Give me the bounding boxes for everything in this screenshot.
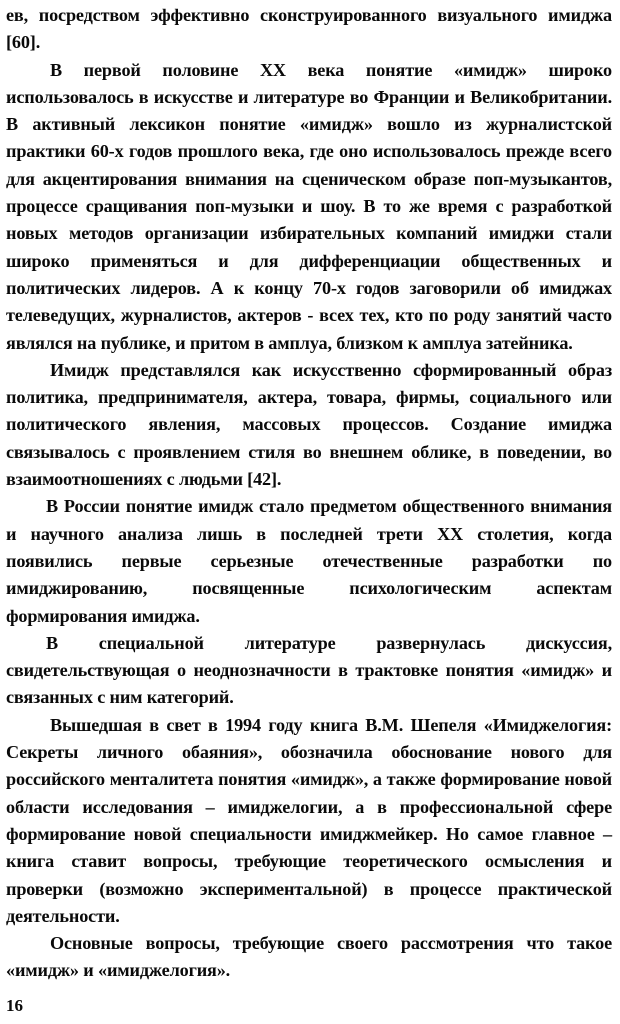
paragraph-image-definition: Имидж представлялся как искусственно сформированный образ политика, предпринимателя, актера, товара, фирмы, социального или политического явления, массовых процессов. Создание имиджа связывалось с проявлением стиля во внешнем облике, в поведении, во взаимоотношениях с людьми [42]. (6, 359, 612, 490)
paragraph-continuation: ев, посредством эффективно сконструированного визуального имиджа [60]. (6, 5, 612, 53)
page-number: 16 (6, 996, 23, 1015)
paragraph-discussion: В специальной литературе развернулась дискуссия, свидетельствующая о неоднозначности в трактовке понятия «имидж» и связанных с ним категорий. (6, 632, 612, 708)
paragraph-shepel-book: Вышедшая в свет в 1994 году книга В.М. Шепеля «Имиджелогия: Секреты личного обаяния», обозначила обоснование нового для российского менталитета понятия «имидж», а также формирование новой области исследования – имиджелогии, а в профессиональной сфере формирование новой специальности имиджмейкер. Но самое главное – книга ставит вопросы, требующие теоретического осмысления и проверки (возможно экспериментальной) в процессе практической деятельности. (6, 714, 612, 926)
paragraph-image-history: В первой половине XX века понятие «имидж» широко использовалось в искусстве и литературе во Франции и Великобритании. В активный лексикон понятие «имидж» вошло из журналистской практики 60-х годов прошлого века, где оно использовалось прежде всего для акцентирования внимания на сценическом образе поп-музыкантов, процессе сращивания поп-музыки и шоу. В то же время с разработкой новых методов организации избирательных компаний имиджи стали широко применяться и для дифференциации общественных и политических лидеров. А к концу 70-х годов заговорили об имиджах телеведущих, журналистов, актеров - всех тех, кто по роду занятий часто являлся на публике, и притом в амплуа, близком к амплуа затейника. (6, 59, 612, 353)
paragraph-main-questions: Основные вопросы, требующие своего рассмотрения что такое «имидж» и «имиджелогия». (6, 933, 612, 981)
paragraph-image-russia: В России понятие имидж стало предметом общественного внимания и научного анализа лишь в последней трети XX столетия, когда появились первые серьезные отечественные разработки по имиджированию, посвященные психологическим аспектам формирования имиджа. (6, 496, 612, 626)
